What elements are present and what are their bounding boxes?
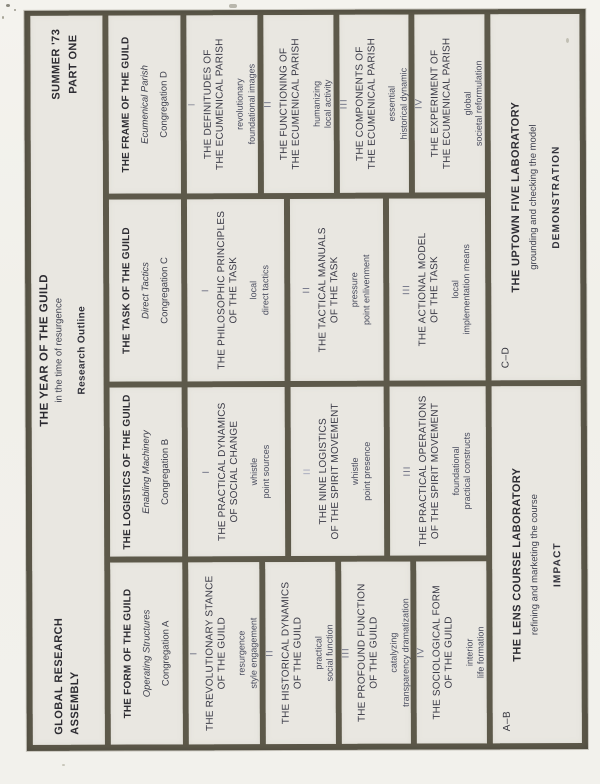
cell-numeral: I	[199, 288, 211, 293]
lab-subtitle: refining and marketing the course	[528, 494, 540, 636]
cell-subtitle: global societal reformulation	[462, 60, 484, 147]
cell-title: THE PROFOUND FUNCTION OF THE GUILD	[355, 583, 380, 723]
column-congregation: Congregation C	[158, 257, 170, 324]
cell-title: THE PRACTICAL OPERATIONS OF THE SPIRIT MOVEMENT	[417, 395, 442, 547]
cell-form-4	[416, 561, 487, 743]
column-tagline: Enabling Machinery	[140, 430, 152, 514]
column-title: THE LOGISTICS OF THE GUILD	[121, 394, 133, 550]
cell-title: THE DEFINITUDES OF THE ECUMENICAL PARISH	[202, 38, 226, 170]
cell-numeral: II	[264, 649, 276, 657]
cell-numeral: I	[186, 102, 198, 107]
cell-title: THE ACTIONAL MODEL OF THE TASK	[417, 232, 441, 347]
scan-speck	[14, 9, 16, 11]
cell-title: THE EXPERIMENT OF THE ECUMENICAL PARISH	[429, 37, 454, 170]
cell-form-1	[188, 562, 260, 744]
cell-numeral: I	[200, 469, 212, 474]
cell-task-2	[290, 199, 384, 381]
column-header-form	[110, 562, 183, 744]
cell-subtitle: pressure point enlivenment	[349, 254, 372, 326]
cell-numeral: III	[402, 465, 414, 477]
lab-range-label: C–D	[500, 346, 512, 369]
session-label: SUMMER '73 PART ONE	[50, 28, 79, 100]
cell-title: THE REVOLUTIONARY STANCE OF THE GUILD	[203, 575, 228, 731]
cell-form-3	[341, 562, 411, 744]
column-congregation: Congregation D	[158, 71, 170, 138]
cell-numeral: III	[338, 98, 350, 110]
cell-task-3	[389, 198, 486, 380]
column-congregation: Congregation B	[159, 438, 171, 505]
cell-title: THE NINE LOGISTICS OF THE SPIRIT MOVEMENT	[317, 403, 341, 540]
cell-numeral: II	[262, 100, 274, 108]
lab-cd	[490, 14, 580, 380]
column-title: THE TASK OF THE GUILD	[120, 227, 132, 354]
cell-frame-4	[414, 14, 485, 192]
cell-numeral: III	[401, 284, 413, 296]
lab-ab	[492, 386, 582, 743]
scan-speck	[229, 4, 237, 8]
column-header-logistics	[110, 387, 183, 556]
cell-title: THE PHILOSOPHIC PRINCIPLES OF THE TASK	[215, 210, 240, 370]
column-header-task	[109, 199, 182, 381]
cell-title: THE FUNCTIONING OF THE ECUMENICAL PARISH	[278, 38, 303, 170]
lab-range-label: A–B	[501, 710, 513, 732]
column-tagline: Ecumenical Parish	[138, 65, 151, 144]
cell-frame-1	[186, 15, 258, 193]
scan-speck	[62, 764, 65, 766]
scan-speck	[566, 38, 569, 43]
cell-form-2	[265, 562, 336, 744]
cell-subtitle: foundational practical constructs	[450, 432, 473, 510]
cell-subtitle: revolutionary foundational images	[234, 63, 257, 145]
cell-subtitle: local implementation means	[449, 244, 472, 335]
cell-logistics-2	[291, 387, 385, 556]
cell-title: THE HISTORICAL DYNAMICS OF THE GUILD	[280, 581, 304, 725]
header-band	[30, 16, 105, 745]
cell-subtitle: local direct tactics	[248, 265, 271, 316]
lab-title: THE UPTOWN FIVE LABORATORY	[509, 101, 522, 293]
column-header-frame	[108, 15, 181, 193]
lab-keyword: IMPACT	[551, 542, 563, 587]
assembly-title: GLOBAL RESEARCH ASSEMBLY	[52, 617, 82, 735]
column-title: THE FORM OF THE GUILD	[121, 588, 134, 719]
column-tagline: Direct Tactics	[139, 262, 151, 319]
cell-logistics-1	[188, 387, 286, 556]
cell-subtitle: practical social function	[312, 624, 335, 682]
cell-title: THE TACTICAL MANUALS OF THE TASK	[316, 227, 341, 353]
cell-subtitle: resurgence style engagement	[236, 617, 259, 689]
cell-numeral: IV	[413, 98, 425, 110]
document-title: THE YEAR OF THE GUILD	[38, 273, 51, 427]
cell-subtitle: catalyzing transparency dramatization	[388, 598, 411, 707]
cell-subtitle: whistle point sources	[248, 444, 271, 499]
cell-numeral: I	[188, 651, 200, 656]
lab-keyword: DEMONSTRATION	[550, 145, 562, 249]
cell-task-1	[187, 199, 285, 381]
column-title: THE FRAME OF THE GUILD	[119, 36, 132, 173]
cell-title: THE PRACTICAL DYNAMICS OF SOCIAL CHANGE	[216, 402, 240, 541]
cell-title: THE SOCIOLOGICAL FORM OF THE GUILD	[431, 585, 455, 720]
cell-subtitle: essential historical dynamic	[386, 67, 409, 140]
cell-logistics-3	[390, 386, 487, 555]
cell-numeral: II	[301, 467, 313, 476]
scan-speck	[6, 4, 10, 7]
cell-frame-3	[339, 15, 409, 193]
cell-subtitle: interior life formation	[463, 626, 486, 679]
column-congregation: Congregation A	[159, 620, 172, 687]
research-outline-label: Research Outline	[76, 305, 88, 395]
cell-subtitle: whistle point presence	[349, 441, 372, 501]
document-subtitle: in the time of resurgence	[53, 297, 65, 403]
cell-numeral: II	[300, 286, 312, 294]
lab-title: THE LENS COURSE LABORATORY	[510, 467, 524, 662]
lab-subtitle: grounding and checking the model	[527, 124, 539, 270]
column-tagline: Operating Structures	[140, 609, 153, 698]
document-title-block	[38, 274, 88, 427]
cell-subtitle: humanizing local activity	[311, 79, 333, 129]
cell-title: THE COMPONENTS OF THE ECUMENICAL PARISH	[354, 37, 378, 170]
cell-numeral: IV	[415, 647, 427, 659]
cell-frame-2	[263, 15, 334, 193]
scan-speck	[2, 16, 4, 19]
cell-numeral: III	[340, 647, 352, 659]
